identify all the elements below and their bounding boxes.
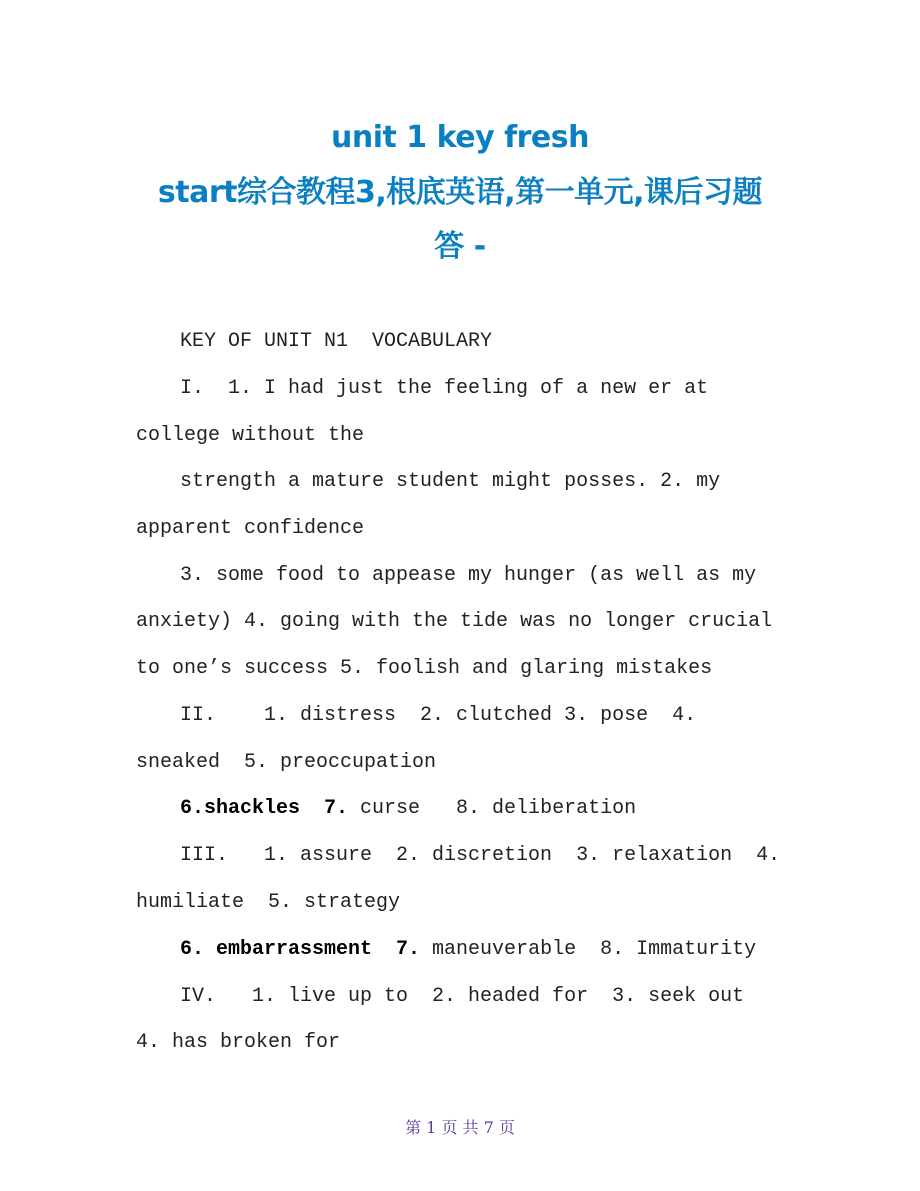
text-line: humiliate 5. strategy (136, 891, 401, 914)
text-line: 3. some food to appease my hunger (as well as my (180, 564, 757, 587)
text-line (180, 938, 756, 962)
text-line: to one’s success 5. foolish and glaring mistakes (136, 657, 713, 680)
text-line: I. 1. I had just the feeling of a new er at (180, 377, 709, 400)
bold-text: 6. embarrassment 7. (180, 938, 421, 961)
page-number: 第 1 页 共 7 页 (405, 1118, 515, 1137)
text: maneuverable 8. Immaturity (420, 938, 757, 961)
text-line: 4. has broken for (136, 1031, 341, 1054)
text-line: IV. 1. live up to 2. headed for 3. seek out (180, 985, 745, 1008)
text-line: anxiety) 4. going with the tide was no longer crucial (136, 610, 773, 633)
text-line: strength a mature student might posses. 2. my (180, 470, 721, 493)
text: curse 8. deliberation (348, 797, 637, 820)
text-line: sneaked 5. preoccupation (136, 751, 437, 774)
text-line: III. 1. assure 2. discretion 3. relaxation 4. (180, 844, 781, 867)
bold-text: 6.shackles 7. (180, 797, 349, 820)
text-line: apparent confidence (136, 517, 365, 540)
text-line: II. 1. distress 2. clutched 3. pose 4. (180, 704, 697, 727)
heading-key: KEY OF UNIT N1 VOCABULARY (180, 330, 493, 353)
doc-title-line-2: start综合教程3,根底英语,第一单元,课后习题 (157, 175, 763, 210)
doc-title-line-3: 答 - (434, 229, 486, 264)
text-line: college without the (136, 424, 365, 447)
text-line (180, 797, 636, 821)
doc-title-line-1: unit 1 key fresh (330, 120, 589, 155)
